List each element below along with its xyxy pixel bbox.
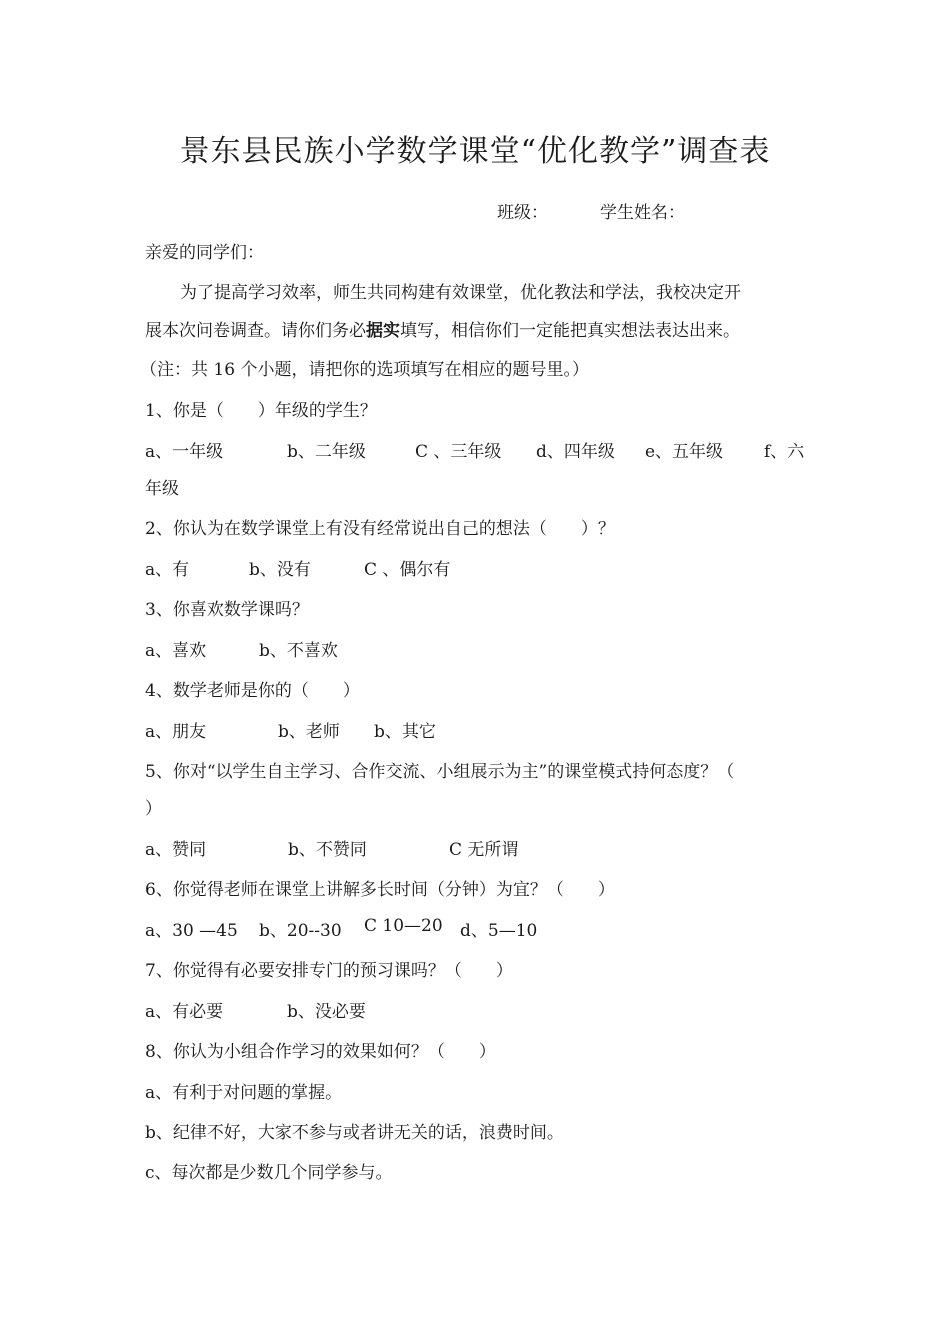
- intro-note: （注：共 16 个小题，请把你的选项填写在相应的题号里。）: [140, 360, 589, 380]
- q2-option-a: a、有: [145, 560, 190, 580]
- q1-option-d: d、四年级: [536, 442, 615, 462]
- question-2: 2、你认为在数学课堂上有没有经常说出自己的想法（ ）？: [145, 519, 615, 539]
- q1-option-f: f、六: [764, 442, 805, 462]
- q7-option-b: b、没必要: [287, 1002, 366, 1022]
- intro-line-1: 为了提高学习效率，师生共同构建有效课堂，优化教法和学法，我校决定开: [180, 283, 741, 303]
- q1-option-a: a、一年级: [145, 442, 224, 462]
- q4-option-a: a、朋友: [145, 722, 207, 742]
- class-label: 班级：: [497, 203, 548, 223]
- q1-option-f-wrap: 年级: [145, 479, 179, 499]
- q8-option-a: a、有利于对问题的掌握。: [145, 1083, 343, 1103]
- question-5: 5、你对“以学生自主学习、合作交流、小组展示为主”的课堂模式持何态度？（: [145, 762, 735, 782]
- q3-option-b: b、不喜欢: [259, 641, 338, 661]
- q6-option-b: b、20--30: [259, 921, 342, 941]
- page-title: 景东县民族小学数学课堂“优化教学”调查表: [179, 134, 771, 169]
- q8-option-b: b、纪律不好，大家不参与或者讲无关的话，浪费时间。: [145, 1123, 564, 1143]
- question-6: 6、你觉得老师在课堂上讲解多长时间（分钟）为宜？（ ）: [145, 880, 615, 900]
- q7-option-a: a、有必要: [145, 1002, 224, 1022]
- student-name-label: 学生姓名：: [600, 203, 685, 223]
- q8-option-c: c、每次都是少数几个同学参与。: [145, 1163, 393, 1183]
- question-1: 1、你是（ ）年级的学生？: [145, 401, 377, 421]
- q3-option-a: a、喜欢: [145, 641, 207, 661]
- q6-option-a: a、30 —45: [145, 921, 238, 941]
- q5-option-b: b、不赞同: [288, 840, 367, 860]
- greeting: 亲爱的同学们：: [145, 243, 264, 263]
- question-3: 3、你喜欢数学课吗？: [145, 600, 309, 620]
- q2-option-c: C 、偶尔有: [364, 560, 451, 580]
- q6-option-c: C 10—20: [364, 916, 443, 936]
- q4-option-c: b、其它: [374, 722, 436, 742]
- intro-line-2-part-a: 展本次问卷调查。请你们务必: [145, 321, 366, 341]
- q1-option-e: e、五年级: [645, 442, 724, 462]
- q4-option-b: b、老师: [278, 722, 340, 742]
- q2-option-b: b、没有: [249, 560, 311, 580]
- q6-option-d: d、5—10: [460, 921, 538, 941]
- question-4: 4、数学老师是你的（ ）: [145, 681, 360, 701]
- q1-option-c: C 、三年级: [415, 442, 502, 462]
- question-7: 7、你觉得有必要安排专门的预习课吗？（ ）: [145, 961, 513, 981]
- intro-line-2: [145, 316, 740, 341]
- intro-line-2-bold: 据实: [366, 321, 400, 341]
- question-5-wrap: ）: [145, 799, 162, 819]
- q5-option-a: a、赞同: [145, 840, 207, 860]
- question-8: 8、你认为小组合作学习的效果如何？（ ）: [145, 1042, 496, 1062]
- q5-option-c: C 无所谓: [449, 840, 519, 860]
- intro-line-2-part-b: 填写，相信你们一定能把真实想法表达出来。: [400, 321, 740, 341]
- q1-option-b: b、二年级: [287, 442, 366, 462]
